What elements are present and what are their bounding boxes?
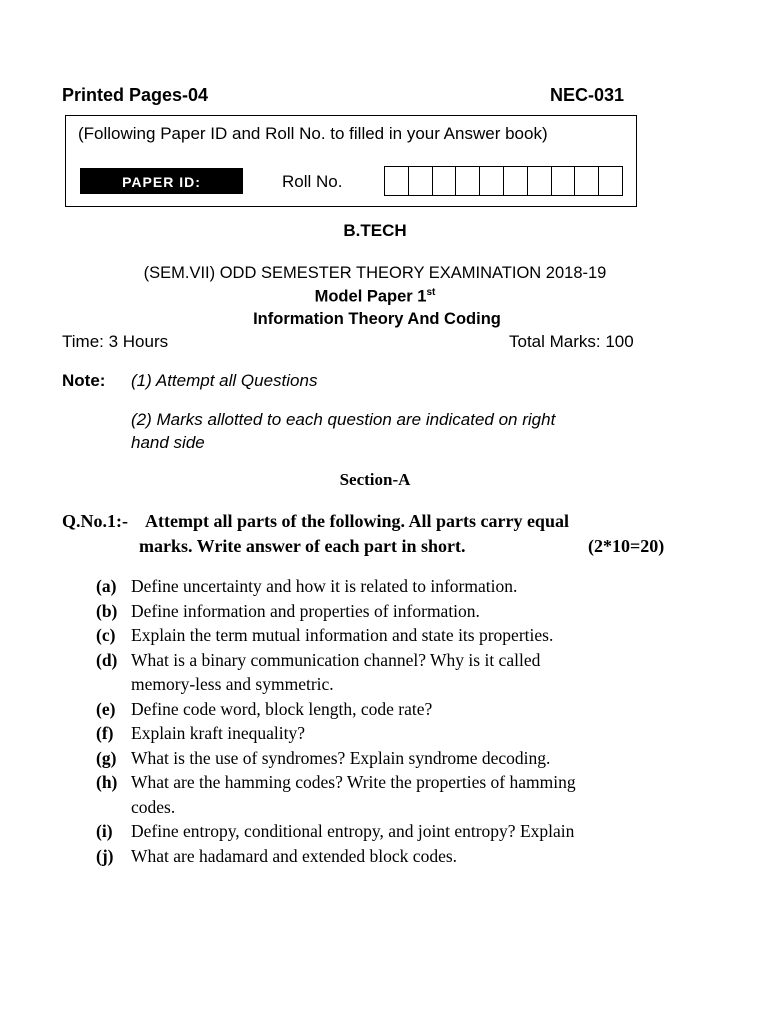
- roll-number-cell[interactable]: [409, 167, 433, 195]
- part-label: (c): [96, 625, 116, 645]
- roll-number-cell[interactable]: [552, 167, 576, 195]
- roll-number-cell[interactable]: [504, 167, 528, 195]
- paper-id-label: PAPER ID:: [122, 174, 201, 190]
- part-text: Explain kraft inequality?: [131, 723, 305, 743]
- question-marks: (2*10=20): [588, 536, 665, 556]
- question-instruction-line-2: marks. Write answer of each part in short.: [139, 536, 466, 556]
- note-label: Note:: [62, 371, 106, 390]
- part-label: (e): [96, 698, 116, 719]
- roll-number-grid[interactable]: [384, 166, 623, 196]
- part-text: What are hadamard and extended block codes.: [131, 845, 458, 866]
- roll-number-cell[interactable]: [575, 167, 599, 195]
- part-text: Define uncertainty and how it is related to information.: [131, 576, 518, 596]
- part-label: (a): [96, 576, 117, 596]
- part-text: Define information and properties of information.: [131, 600, 480, 621]
- printed-pages: Printed Pages-04: [62, 85, 209, 105]
- course-title: B.TECH: [343, 221, 407, 240]
- part-label: (j): [96, 845, 114, 866]
- part-label: (f): [96, 723, 114, 743]
- part-label: (h): [96, 772, 118, 792]
- question-instruction-line-1: Attempt all parts of the following. All parts carry equal: [145, 511, 569, 531]
- part-text: Explain the term mutual information and state its properties.: [131, 625, 554, 645]
- part-label: (d): [96, 649, 118, 670]
- note-line-3: hand side: [131, 433, 205, 452]
- note-line-2: (2) Marks allotted to each question are indicated on right: [131, 410, 556, 429]
- note-line-1: (1) Attempt all Questions: [131, 371, 318, 390]
- part-label: (b): [96, 600, 118, 621]
- answer-book-instruction: (Following Paper ID and Roll No. to filled in your Answer book): [78, 124, 548, 143]
- part-text: What is a binary communication channel? Why is it called: [131, 649, 541, 670]
- roll-number-cell[interactable]: [528, 167, 552, 195]
- roll-number-label: Roll No.: [282, 172, 343, 191]
- part-text: What is the use of syndromes? Explain syndrome decoding.: [131, 747, 551, 768]
- part-text: Define code word, block length, code rate?: [131, 698, 433, 719]
- section-title: Section-A: [339, 470, 411, 489]
- model-paper-ordinal: st: [426, 287, 436, 298]
- total-marks: Total Marks: 100: [509, 332, 634, 351]
- part-label: (i): [96, 821, 113, 841]
- part-text: What are the hamming codes? Write the properties of hamming: [131, 772, 576, 792]
- roll-number-cell[interactable]: [385, 167, 409, 195]
- roll-number-cell[interactable]: [480, 167, 504, 195]
- part-text: codes.: [131, 796, 176, 817]
- part-label: (g): [96, 747, 117, 768]
- subject-title: Information Theory And Coding: [253, 310, 501, 328]
- paper-code: NEC-031: [550, 85, 625, 105]
- roll-number-cell[interactable]: [599, 167, 622, 195]
- roll-number-cell[interactable]: [433, 167, 457, 195]
- exam-duration: Time: 3 Hours: [62, 332, 169, 351]
- model-paper-title: [0, 287, 750, 307]
- roll-number-cell[interactable]: [456, 167, 480, 195]
- part-text: memory-less and symmetric.: [131, 674, 334, 694]
- exam-title: (SEM.VII) ODD SEMESTER THEORY EXAMINATION 2018-19: [143, 264, 607, 282]
- paper-id-field[interactable]: [80, 168, 243, 194]
- part-text: Define entropy, conditional entropy, and joint entropy? Explain: [131, 821, 575, 841]
- question-label: Q.No.1:-: [62, 511, 128, 531]
- model-paper-text: Model Paper 1: [314, 287, 427, 306]
